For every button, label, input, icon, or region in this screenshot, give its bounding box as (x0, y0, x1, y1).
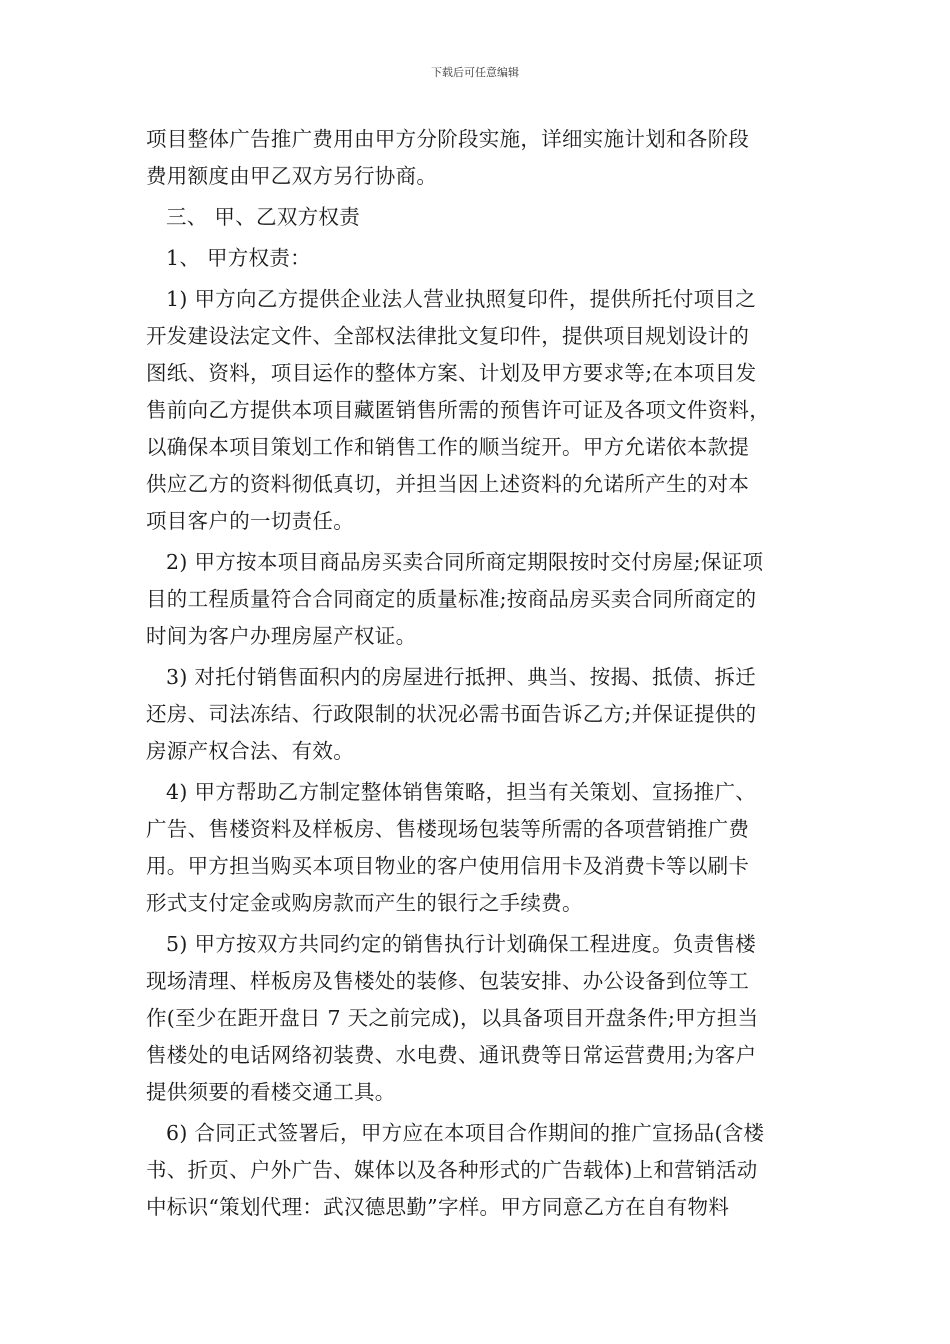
text-line: 1) 甲方向乙方提供企业法人营业执照复印件，提供所托付项目之 (166, 287, 757, 311)
clause-4 (146, 774, 806, 922)
text-line: 以确保本项目策划工作和销售工作的顺当绽开。甲方允诺依本款提 (146, 435, 750, 459)
text-line: 形式支付定金或购房款而产生的银行之手续费。 (146, 891, 583, 915)
text-line: 现场清理、样板房及售楼处的装修、包装安排、办公设备到位等工 (146, 969, 750, 993)
clause-2 (146, 544, 806, 655)
clause-1 (146, 281, 806, 540)
text-line: 供应乙方的资料彻低真切，并担当因上述资料的允诺所产生的对本 (146, 472, 750, 496)
text-line: 作(至少在距开盘日 7 天之前完成)，以具备项目开盘条件;甲方担当 (146, 1006, 759, 1030)
text-line: 2) 甲方按本项目商品房买卖合同所商定期限按时交付房屋;保证项 (166, 550, 764, 574)
paragraph-budget (146, 121, 806, 195)
text-line: 4) 甲方帮助乙方制定整体销售策略，担当有关策划、宣扬推广、 (166, 780, 757, 804)
text-line: 时间为客户办理房屋产权证。 (146, 624, 417, 648)
text-line: 5) 甲方按双方共同约定的销售执行计划确保工程进度。负责售楼 (166, 932, 757, 956)
text-line: 广告、售楼资料及样板房、售楼现场包装等所需的各项营销推广费 (146, 817, 750, 841)
text-line: 还房、司法冻结、行政限制的状况必需书面告诉乙方;并保证提供的 (146, 702, 757, 726)
text-line: 费用额度由甲乙双方另行协商。 (146, 164, 438, 188)
text-line: 售楼处的电话网络初装费、水电费、通讯费等日常运营费用;为客户 (146, 1043, 757, 1067)
text-line: 提供须要的看楼交通工具。 (146, 1080, 396, 1104)
text-line: 书、折页、户外广告、媒体以及各种形式的广告载体)上和营销活动 (146, 1158, 758, 1182)
section-heading-3: 三、 甲、乙双方权责 (166, 205, 361, 229)
clause-5 (146, 926, 806, 1111)
text-line: 开发建设法定文件、全部权法律批文复印件，提供项目规划设计的 (146, 324, 750, 348)
text-line: 3) 对托付销售面积内的房屋进行抵押、典当、按揭、抵债、拆迁 (166, 665, 757, 689)
text-line: 项目客户的一切责任。 (146, 509, 354, 533)
document-body (146, 121, 806, 1226)
clause-6 (146, 1115, 806, 1226)
text-line: 用。甲方担当购买本项目物业的客户使用信用卡及消费卡等以刷卡 (146, 854, 750, 878)
text-line: 图纸、资料，项目运作的整体方案、计划及甲方要求等;在本项目发 (146, 361, 757, 385)
text-line: 中标识“策划代理：武汉德思勤”字样。甲方同意乙方在自有物料 (146, 1195, 730, 1219)
text-line: 目的工程质量符合合同商定的质量标准;按商品房买卖合同所商定的 (146, 587, 757, 611)
subsection-heading-1: 1、 甲方权责： (166, 246, 311, 270)
clause-3 (146, 659, 806, 770)
text-line: 房源产权合法、有效。 (146, 739, 354, 763)
text-line: 售前向乙方提供本项目藏匿销售所需的预售许可证及各项文件资料， (146, 398, 770, 422)
text-line: 6) 合同正式签署后，甲方应在本项目合作期间的推广宣扬品(含楼 (166, 1121, 765, 1145)
text-line: 项目整体广告推广费用由甲方分阶段实施，详细实施计划和各阶段 (146, 127, 750, 151)
page-header: 下载后可任意编辑 (431, 66, 519, 79)
